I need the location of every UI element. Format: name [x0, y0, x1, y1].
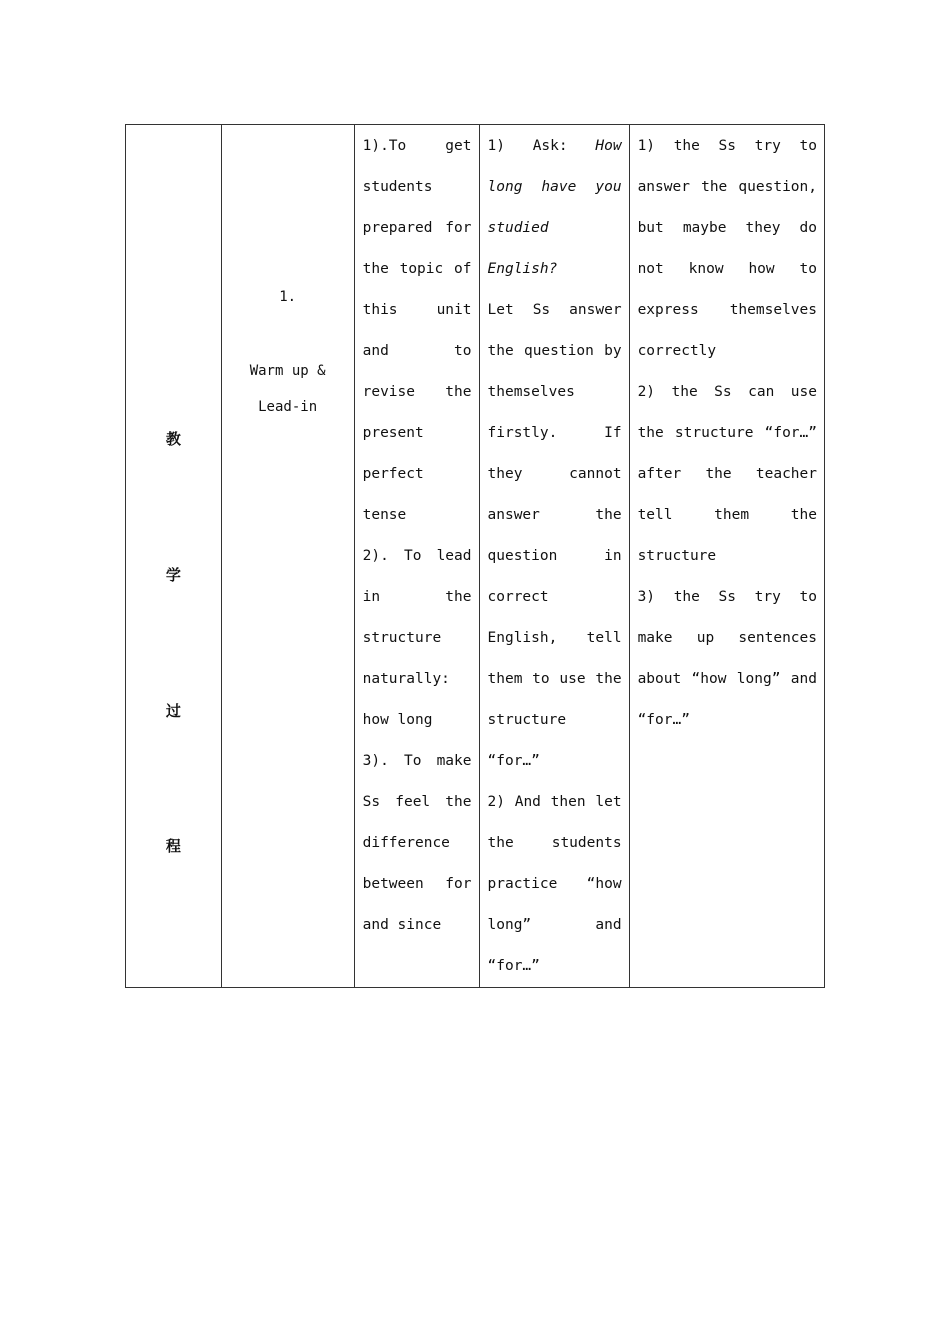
lesson-plan-table — [125, 124, 825, 988]
teacher-item-rest: Let Ss answer the question by themselves firstly. If they cannot answer the question in correct English, tell them to use the structure “for…” — [487, 302, 622, 769]
aims-cell — [354, 125, 479, 988]
teacher-question: How long have you studied English? — [487, 138, 622, 277]
aim-item: 2). To lead in the structure naturally: how long — [362, 548, 472, 728]
student-item: 3) the Ss try to make up sentences about “how long” and “for…” — [637, 589, 817, 728]
step-name-line: Warm up & — [249, 363, 326, 379]
student-item: 1) the Ss try to answer the question, but maybe they do not know how to express themselves correctly — [637, 138, 817, 359]
table-row — [126, 125, 825, 988]
step-name — [222, 353, 354, 425]
step-name-line: Lead-in — [258, 399, 318, 415]
student-activity-cell — [629, 125, 824, 988]
student-item: 2) the Ss can use the structure “for…” after the teacher tell them the structure — [637, 384, 817, 564]
phase-char: 过 — [165, 702, 181, 720]
teacher-item-prefix: 1) Ask: — [487, 138, 596, 154]
teacher-item: 2) And then let the students practice “how long” and “for…” — [487, 794, 622, 974]
teacher-item — [488, 126, 622, 290]
phase-char: 学 — [165, 566, 181, 584]
aim-item: 1).To get students prepared for the topic of this unit and to revise the present perfect tense — [362, 138, 472, 523]
phase-char: 教 — [165, 430, 181, 448]
step-number: 1. — [279, 289, 297, 305]
phase-cell — [126, 125, 222, 988]
step-cell — [221, 125, 354, 988]
aim-item: 3). To make Ss feel the difference between for and since — [362, 753, 472, 933]
teacher-activity-cell — [479, 125, 629, 988]
phase-char: 程 — [165, 837, 181, 855]
